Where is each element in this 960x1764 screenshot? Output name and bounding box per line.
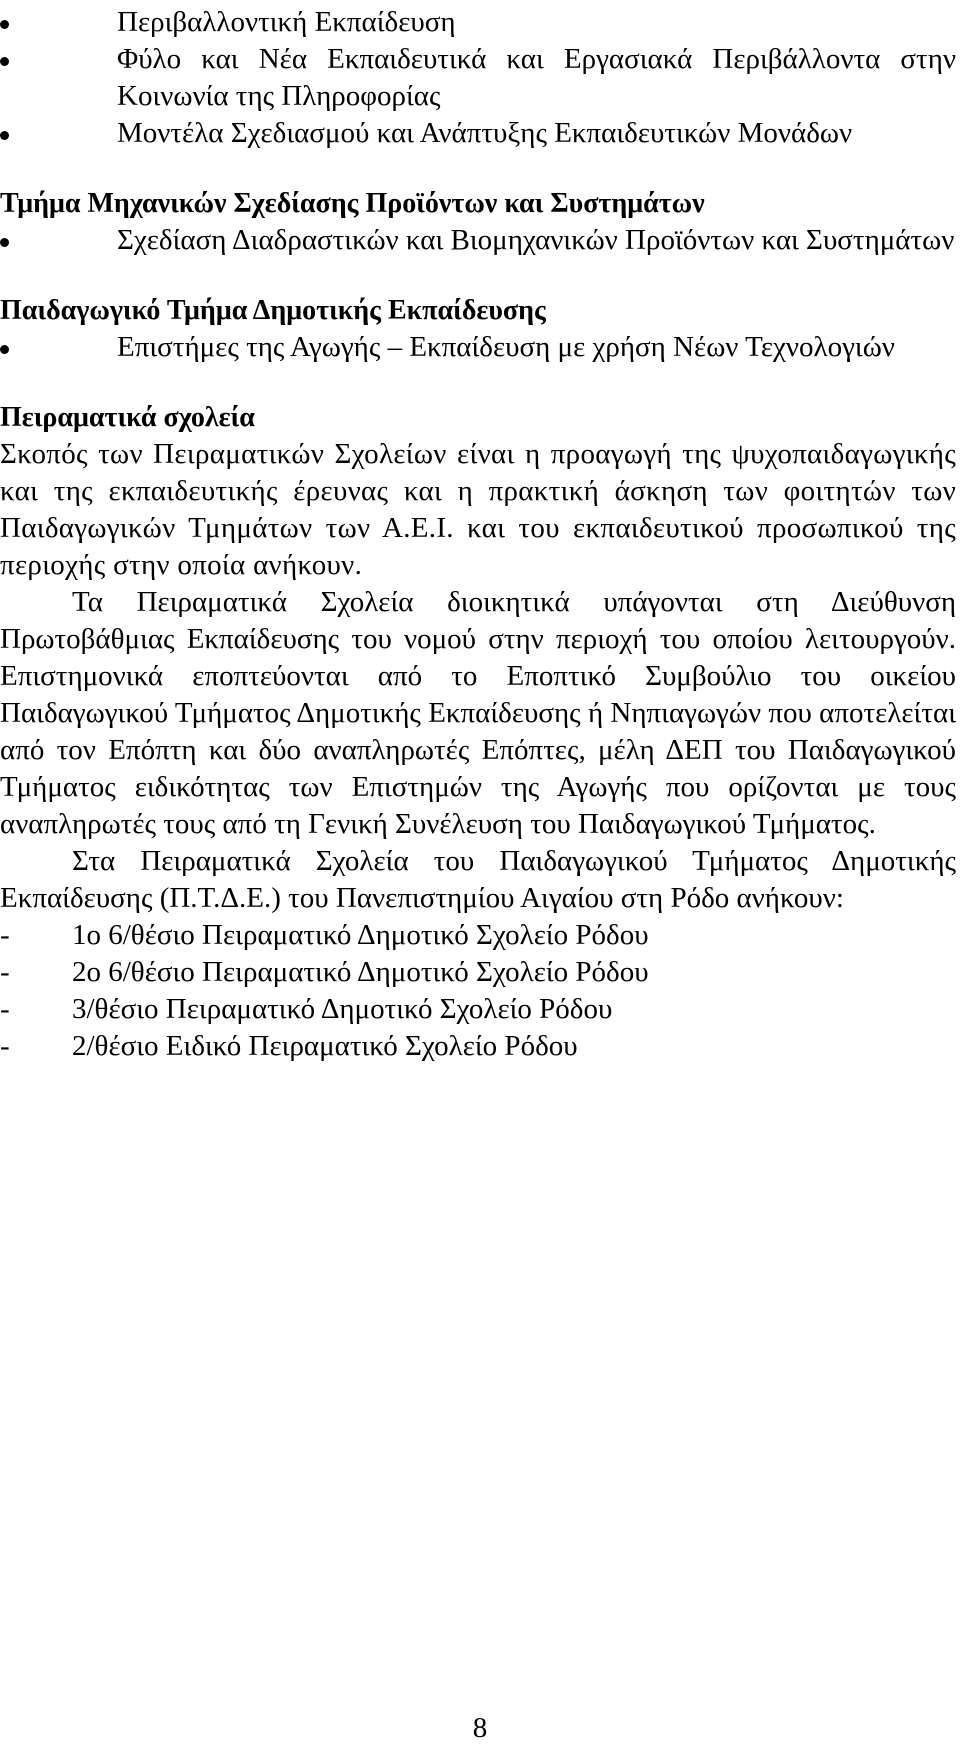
page-number: 8 <box>472 1712 488 1744</box>
list-item <box>0 991 956 1028</box>
section-heading-pedagogy-dept: Παιδαγωγικό Τμήμα Δημοτικής Εκπαίδευσης <box>0 295 546 326</box>
section-heading-design-dept: Τμήμα Μηχανικών Σχεδίασης Προϊόντων και Συστημάτων <box>0 188 705 219</box>
bullet-text: Επιστήμες της Αγωγής – Εκπαίδευση με χρήση Νέων Τεχνολογιών <box>117 331 895 363</box>
list-item <box>0 222 956 259</box>
dash-marker: - <box>0 956 10 988</box>
dash-marker: - <box>0 919 10 951</box>
bullet-icon <box>0 345 9 354</box>
school-name: 3/θέσιο Πειραματικό Δημοτικό Σχολείο Ρόδου <box>72 993 613 1025</box>
paragraph-administration: Τα Πειραματικά Σχολεία διοικητικά υπάγονται στη Διεύθυνση Πρωτοβάθμιας Εκπαίδευσης του νομού στην περιοχή του οποίου λειτουργούν. Επιστημονικά εποπτεύονται από το Εποπτικό Συμβούλιο του οικείου Παιδαγωγικού Τμήματος Δημοτικής Εκπαίδευσης ή Νηπιαγωγών που αποτελείται από τον Επόπτη και δύο αναπληρωτές Επόπτες, μέλη ΔΕΠ του Παιδαγωγικού Τμήματος ειδικότητας των Επιστημών της Αγωγής που ορίζονται με τους αναπληρωτές τους από τη Γενική Συνέλευση του Παιδαγωγικού Τμήματος. <box>0 586 956 840</box>
school-name: 2ο 6/θέσιο Πειραματικό Δημοτικό Σχολείο Ρόδου <box>72 956 649 988</box>
section-heading-experimental-schools: Πειραματικά σχολεία <box>0 402 255 433</box>
school-name: 2/θέσιο Ειδικό Πειραματικό Σχολείο Ρόδου <box>72 1030 578 1062</box>
list-item <box>0 954 956 991</box>
bullet-icon <box>0 20 9 29</box>
list-item <box>0 115 956 152</box>
paragraph-schools-intro: Στα Πειραματικά Σχολεία του Παιδαγωγικού Τμήματος Δημοτικής Εκπαίδευσης (Π.Τ.Δ.Ε.) του Πανεπιστημίου Αιγαίου στη Ρόδο ανήκουν: <box>0 845 956 914</box>
intro-bullet-list <box>0 4 956 152</box>
pedagogy-dept-bullet-list <box>0 329 956 366</box>
bullet-icon <box>0 238 9 247</box>
list-item <box>0 917 956 954</box>
list-item <box>0 329 956 366</box>
bullet-icon <box>0 131 9 140</box>
schools-dash-list <box>0 917 956 1065</box>
paragraph-purpose: Σκοπός των Πειραματικών Σχολείων είναι η προαγωγή της ψυχοπαιδαγωγικής και της εκπαιδευτικής έρευνας και η πρακτική άσκηση των φοιτητών των Παιδαγωγικών Τμημάτων των Α.Ε.Ι. και του εκπαιδευτικού προσωπικού της περιοχής στην οποία ανήκουν. <box>0 438 956 581</box>
design-dept-bullet-list <box>0 222 956 259</box>
bullet-text: Σχεδίαση Διαδραστικών και Βιομηχανικών Προϊόντων και Συστημάτων <box>117 224 955 256</box>
list-item <box>0 41 956 115</box>
dash-marker: - <box>0 1030 10 1062</box>
bullet-text: Φύλο και Νέα Εκπαιδευτικά και Εργασιακά Περιβάλλοντα στην Κοινωνία της Πληροφορίας <box>117 43 956 112</box>
bullet-icon <box>0 57 9 66</box>
list-item <box>0 4 956 41</box>
page-content <box>0 4 956 1065</box>
bullet-text: Μοντέλα Σχεδιασμού και Ανάπτυξης Εκπαιδευτικών Μονάδων <box>117 117 853 149</box>
list-item <box>0 1028 956 1065</box>
bullet-text: Περιβαλλοντική Εκπαίδευση <box>117 6 456 38</box>
school-name: 1ο 6/θέσιο Πειραματικό Δημοτικό Σχολείο Ρόδου <box>72 919 649 951</box>
dash-marker: - <box>0 993 10 1025</box>
